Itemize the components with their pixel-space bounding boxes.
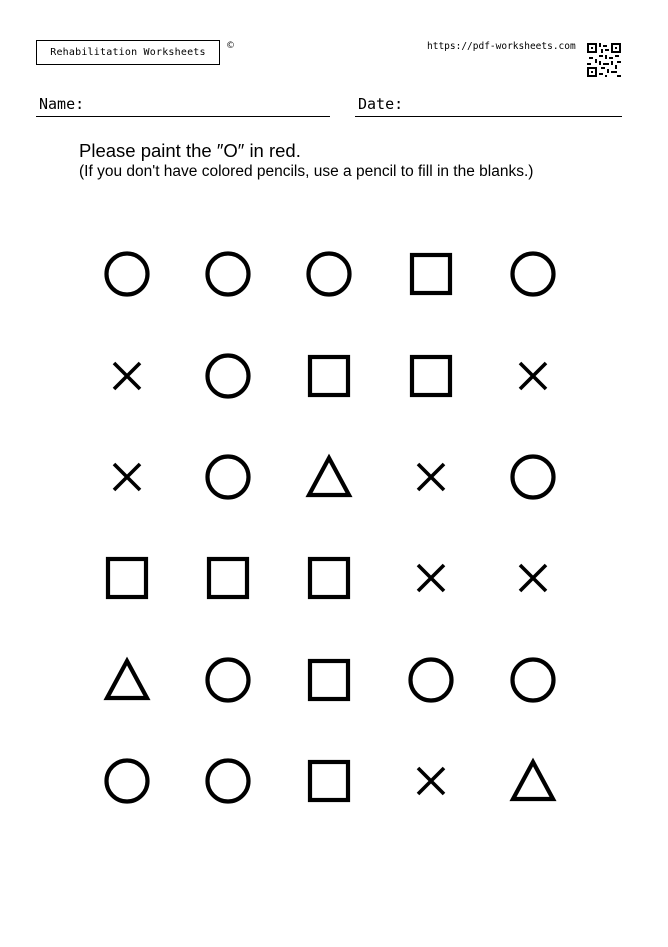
copyright-mark: © bbox=[226, 41, 235, 51]
circle-icon[interactable] bbox=[201, 247, 255, 301]
cross-icon[interactable] bbox=[100, 349, 154, 403]
circle-icon[interactable] bbox=[201, 349, 255, 403]
cross-icon[interactable] bbox=[404, 551, 458, 605]
triangle-icon[interactable] bbox=[302, 450, 356, 504]
circle-icon[interactable] bbox=[201, 653, 255, 707]
square-icon[interactable] bbox=[404, 349, 458, 403]
cross-icon[interactable] bbox=[404, 450, 458, 504]
cross-icon[interactable] bbox=[100, 450, 154, 504]
date-label: Date: bbox=[358, 95, 404, 113]
circle-icon[interactable] bbox=[201, 450, 255, 504]
square-icon[interactable] bbox=[302, 653, 356, 707]
square-icon[interactable] bbox=[100, 551, 154, 605]
circle-icon[interactable] bbox=[302, 247, 356, 301]
circle-icon[interactable] bbox=[506, 247, 560, 301]
cross-icon[interactable] bbox=[404, 754, 458, 808]
square-icon[interactable] bbox=[302, 349, 356, 403]
name-label: Name: bbox=[39, 95, 85, 113]
cross-icon[interactable] bbox=[506, 551, 560, 605]
circle-icon[interactable] bbox=[404, 653, 458, 707]
worksheet-title-text: Rehabilitation Worksheets bbox=[50, 47, 206, 58]
cross-icon[interactable] bbox=[506, 349, 560, 403]
triangle-icon[interactable] bbox=[506, 754, 560, 808]
square-icon[interactable] bbox=[404, 247, 458, 301]
circle-icon[interactable] bbox=[100, 754, 154, 808]
instruction-note: (If you don't have colored pencils, use a pencil to fill in the blanks.) bbox=[79, 163, 534, 180]
circle-icon[interactable] bbox=[201, 754, 255, 808]
square-icon[interactable] bbox=[201, 551, 255, 605]
circle-icon[interactable] bbox=[506, 450, 560, 504]
site-url[interactable]: https://pdf-worksheets.com bbox=[427, 41, 576, 52]
triangle-icon[interactable] bbox=[100, 653, 154, 707]
circle-icon[interactable] bbox=[100, 247, 154, 301]
square-icon[interactable] bbox=[302, 754, 356, 808]
circle-icon[interactable] bbox=[506, 653, 560, 707]
square-icon[interactable] bbox=[302, 551, 356, 605]
instruction-text: Please paint the ″O″ in red. bbox=[79, 140, 301, 161]
